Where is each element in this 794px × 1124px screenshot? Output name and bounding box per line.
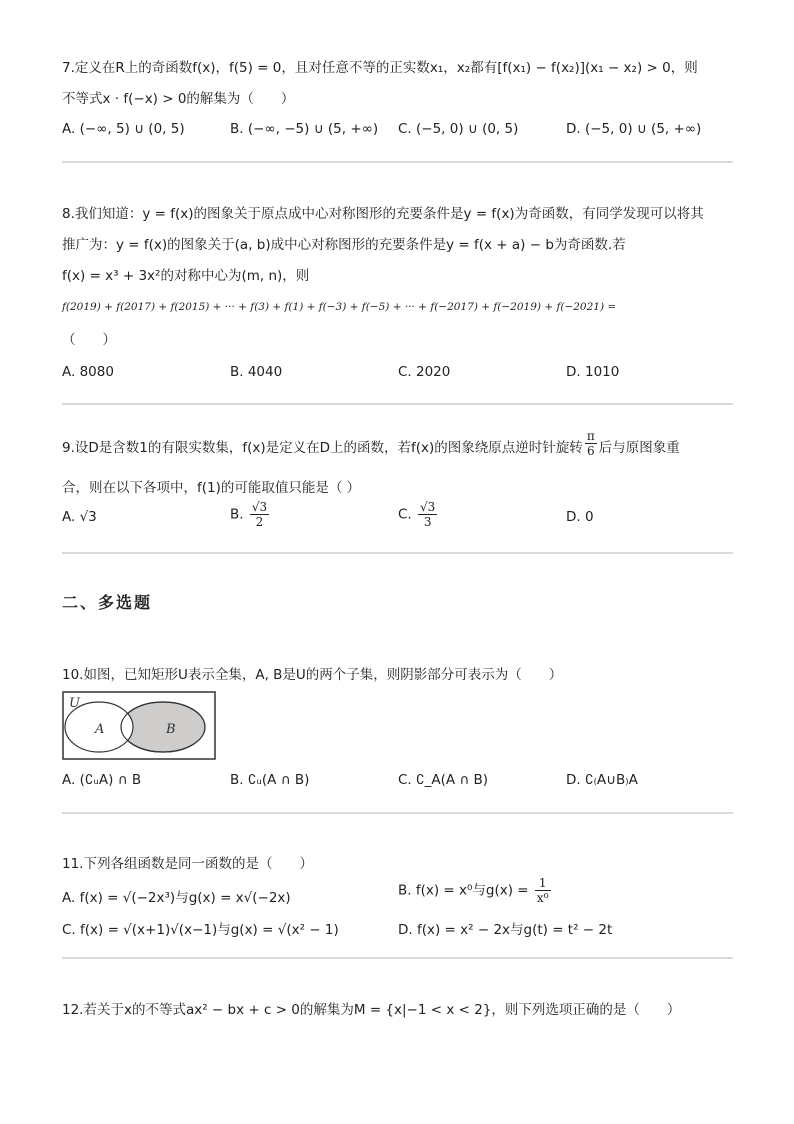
q10-option-d[interactable]: D. ∁₍A∪B₎A	[566, 772, 638, 788]
frac-denominator: 2	[255, 515, 264, 529]
q9-option-a[interactable]: A. √3	[62, 509, 97, 525]
q7-stem-line1: 7.定义在R上的奇函数f(x)，f(5) = 0，且对任意不等的正实数x₁，x₂都有[f(x₁) − f(x₂)](x₁ − x₂) > 0，则	[62, 60, 698, 76]
q7-option-b[interactable]: B. (−∞, −5) ∪ (5, +∞)	[230, 121, 379, 137]
option-label: C.	[398, 506, 412, 523]
q9-stem-part1: 9.设D是含数1的有限实数集，f(x)是定义在D上的函数，若f(x)的图象绕原点逆时针旋转	[62, 440, 583, 456]
q8-option-a[interactable]: A. 8080	[62, 364, 114, 380]
label-u: U	[69, 696, 80, 711]
frac-numerator: 1	[535, 876, 551, 891]
label-a: A	[95, 722, 105, 737]
one-over-x0	[535, 876, 551, 905]
q11-option-c[interactable]: C. f(x) = √(x+1)√(x−1)与g(x) = √(x² − 1)	[62, 922, 339, 938]
section-title-multiple-choice: 二、多选题	[62, 593, 153, 612]
q8-option-c[interactable]: C. 2020	[398, 364, 451, 380]
q9-stem-part2: 后与原图象重	[598, 440, 680, 456]
q9-stem-line1	[62, 428, 680, 458]
divider	[62, 812, 733, 814]
q11-option-a[interactable]: A. f(x) = √(−2x³)与g(x) = x√(−2x)	[62, 890, 291, 906]
q7-option-d[interactable]: D. (−5, 0) ∪ (5, +∞)	[566, 121, 702, 137]
q10-option-a[interactable]: A. (∁ᵤA) ∩ B	[62, 772, 142, 788]
q7-option-a[interactable]: A. (−∞, 5) ∪ (0, 5)	[62, 121, 185, 137]
divider	[62, 957, 733, 959]
sqrt3-over-3	[418, 500, 437, 529]
venn-diagram	[62, 691, 216, 760]
q8-option-d[interactable]: D. 1010	[566, 364, 620, 380]
frac-numerator: √3	[420, 500, 436, 514]
q7-stem-line2: 不等式x · f(−x) > 0的解集为（ ）	[62, 91, 295, 107]
divider	[62, 161, 733, 163]
q8-stem-line1: 8.我们知道：y = f(x)的图象关于原点成中心对称图形的充要条件是y = f(x)为奇函数，有同学发现可以将其	[62, 206, 704, 222]
divider	[62, 403, 733, 405]
divider	[62, 552, 733, 554]
q11-option-d[interactable]: D. f(x) = x² − 2x与g(t) = t² − 2t	[398, 922, 613, 938]
frac-numerator: √3	[251, 500, 268, 514]
sqrt3-over-2	[250, 500, 269, 529]
q9-option-c[interactable]	[398, 500, 439, 529]
q11-option-b[interactable]	[398, 876, 553, 905]
q8-stem-line4: f(2019) + f(2017) + f(2015) + ··· + f(3) + f(1) + f(−3) + f(−5) + ··· + f(−2017) + f(−2019) + f(−2021) =	[62, 301, 617, 313]
q10-stem: 10.如图，已知矩形U表示全集，A, B是U的两个子集，则阴影部分可表示为（ ）	[62, 667, 563, 683]
q8-stem-line2: 推广为：y = f(x)的图象关于(a, b)成中心对称图形的充要条件是y = f(x + a) − b为奇函数.若	[62, 237, 626, 253]
q9-pi-over-6	[585, 429, 597, 458]
q8-stem-line3: f(x) = x³ + 3x²的对称中心为(m, n)，则	[62, 268, 310, 284]
frac-denominator: x⁰	[536, 891, 549, 905]
option-label: B.	[230, 506, 244, 523]
label-b: B	[166, 722, 176, 737]
frac-numerator: π	[586, 428, 595, 443]
q8-stem-line5: （ ）	[62, 332, 116, 348]
q10-option-b[interactable]: B. ∁ᵤ(A ∩ B)	[230, 772, 310, 788]
q12-stem: 12.若关于x的不等式ax² − bx + c > 0的解集为M = {x|−1 < x < 2}，则下列选项正确的是（ ）	[62, 1002, 681, 1018]
q10-option-c[interactable]: C. ∁_A(A ∩ B)	[398, 772, 489, 788]
frac-denominator: 6	[586, 443, 595, 458]
frac-denominator: 3	[423, 515, 432, 529]
q7-option-c[interactable]: C. (−5, 0) ∪ (0, 5)	[398, 121, 519, 137]
venn-svg	[62, 691, 216, 760]
q8-option-b[interactable]: B. 4040	[230, 364, 283, 380]
q11-stem: 11.下列各组函数是同一函数的是（ ）	[62, 856, 313, 872]
q9-option-d[interactable]: D. 0	[566, 509, 594, 525]
q9-option-b[interactable]	[230, 500, 271, 529]
q9-stem-line2: 合，则在以下各项中，f(1)的可能取值只能是（ ）	[62, 480, 361, 496]
option-text: B. f(x) = x⁰与g(x) =	[398, 882, 529, 899]
